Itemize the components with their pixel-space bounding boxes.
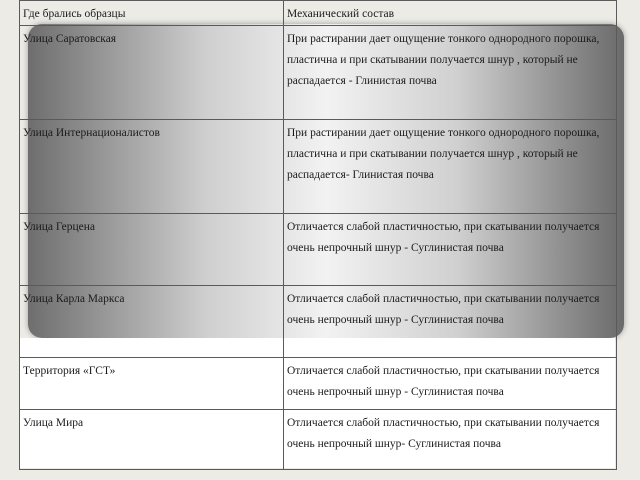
cell-composition: Отличается слабой пластичностью, при скатывании получается очень непрочный шнур - Суглинистая почва bbox=[284, 286, 617, 358]
table-row bbox=[20, 26, 617, 120]
table-header-row bbox=[20, 1, 617, 26]
table-row bbox=[20, 214, 617, 286]
cell-place: Улица Мира bbox=[20, 410, 284, 470]
header-place: Где брались образцы bbox=[20, 1, 284, 26]
cell-place: Улица Герцена bbox=[20, 214, 284, 286]
cell-composition: При растирании дает ощущение тонкого однородного порошка, пластична и при скатывании получается шнур , который не распадается- Глинистая почва bbox=[284, 120, 617, 214]
table-row bbox=[20, 358, 617, 410]
cell-place: Улица Саратовская bbox=[20, 26, 284, 120]
table-row bbox=[20, 120, 617, 214]
cell-composition: Отличается слабой пластичностью, при скатывании получается очень непрочный шнур- Суглинистая почва bbox=[284, 410, 617, 470]
cell-place: Улица Интернационалистов bbox=[20, 120, 284, 214]
table-row bbox=[20, 286, 617, 358]
cell-composition: Отличается слабой пластичностью, при скатывании получается очень непрочный шнур - Суглинистая почва bbox=[284, 358, 617, 410]
soil-samples-table bbox=[19, 0, 617, 470]
cell-place: Улица Карла Маркса bbox=[20, 286, 284, 358]
cell-composition: Отличается слабой пластичностью, при скатывании получается очень непрочный шнур - Суглинистая почва bbox=[284, 214, 617, 286]
cell-composition: При растирании дает ощущение тонкого однородного порошка, пластична и при скатывании получается шнур , который не распадается - Глинистая почва bbox=[284, 26, 617, 120]
cell-place: Территория «ГСТ» bbox=[20, 358, 284, 410]
header-composition: Механический состав bbox=[284, 1, 617, 26]
table-row bbox=[20, 410, 617, 470]
